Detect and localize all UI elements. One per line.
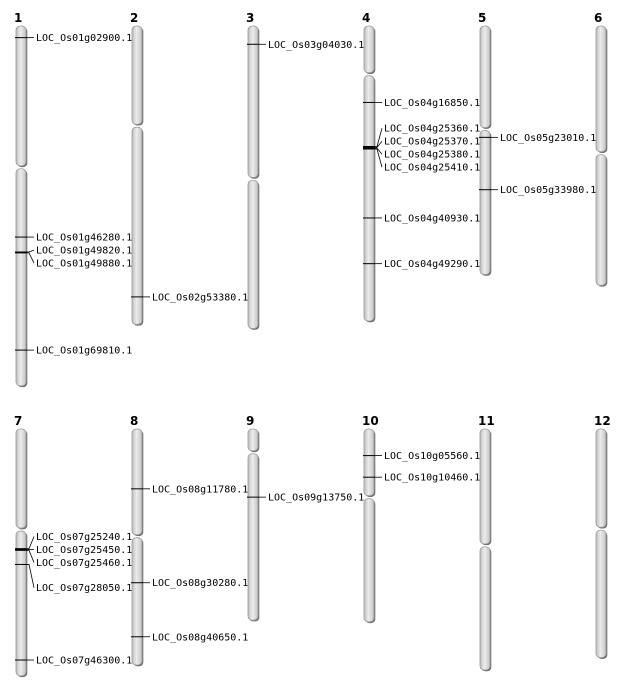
gene-label: LOC_Os05g23010.1	[500, 132, 597, 144]
short-arm	[248, 26, 258, 177]
gene-label: LOC_Os07g25240.1	[36, 531, 133, 543]
long-arm	[16, 531, 26, 676]
chromosome-9	[246, 414, 364, 621]
long-arm	[480, 547, 490, 670]
short-arm	[16, 26, 26, 166]
short-arm	[480, 429, 490, 544]
chromosome-label: 7	[14, 414, 23, 428]
chromosome-label: 3	[246, 11, 255, 25]
gene-leader-line	[375, 149, 382, 167]
gene-label: LOC_Os10g10460.1	[384, 472, 481, 484]
gene-label: LOC_Os10g05560.1	[384, 451, 481, 463]
short-arm	[132, 26, 142, 124]
gene-label: LOC_Os04g25410.1	[384, 162, 481, 174]
long-arm	[132, 538, 142, 665]
gene-label: LOC_Os04g49290.1	[384, 259, 481, 271]
short-arm	[596, 429, 606, 527]
long-arm	[364, 76, 374, 321]
gene-label: LOC_Os01g49880.1	[36, 258, 133, 270]
gene-label: LOC_Os04g16850.1	[384, 97, 481, 109]
chromosome-label: 11	[478, 414, 495, 428]
gene-label: LOC_Os05g33980.1	[500, 185, 597, 197]
gene-label: LOC_Os07g25460.1	[36, 557, 133, 569]
long-arm	[16, 169, 26, 386]
gene-label: LOC_Os07g28050.1	[36, 583, 133, 595]
chromosome-6	[594, 11, 607, 287]
short-arm	[480, 26, 490, 128]
gene-leader-line	[27, 564, 34, 587]
gene-label: LOC_Os08g30280.1	[152, 578, 249, 590]
chromosome-1	[14, 11, 132, 387]
long-arm	[596, 155, 606, 286]
chromosome-label: 5	[478, 11, 487, 25]
gene-label: LOC_Os07g25450.1	[36, 544, 133, 556]
chromosome-10	[362, 414, 480, 623]
gene-label: LOC_Os01g69810.1	[36, 345, 133, 357]
chromosome-label: 1	[14, 11, 23, 25]
gene-label: LOC_Os04g40930.1	[384, 213, 481, 225]
gene-label: LOC_Os09g13750.1	[268, 492, 365, 504]
gene-label: LOC_Os04g25370.1	[384, 136, 481, 148]
chromosome-12	[594, 414, 611, 659]
gene-leader-line	[375, 128, 382, 146]
gene-label: LOC_Os02g53380.1	[152, 292, 249, 304]
chromosome-label: 10	[362, 414, 379, 428]
long-arm	[480, 131, 490, 275]
gene-leader-line	[27, 536, 34, 548]
short-arm	[248, 429, 258, 451]
long-arm	[132, 127, 142, 324]
gene-label: LOC_Os03g04030.1	[268, 39, 365, 51]
gene-leader-line	[27, 253, 34, 263]
gene-label: LOC_Os04g25380.1	[384, 149, 481, 161]
short-arm	[364, 429, 374, 496]
chromosome-11	[478, 414, 495, 671]
gene-leader-line	[27, 250, 34, 252]
chromosome-4	[362, 11, 480, 322]
long-arm	[364, 499, 374, 622]
gene-label: LOC_Os04g25360.1	[384, 123, 481, 135]
gene-label: LOC_Os07g46300.1	[36, 655, 133, 667]
long-arm	[596, 530, 606, 657]
short-arm	[364, 26, 374, 73]
long-arm	[248, 454, 258, 620]
long-arm	[248, 180, 258, 328]
gene-label: LOC_Os08g11780.1	[152, 484, 249, 496]
chromosome-label: 6	[594, 11, 603, 25]
chromosome-label: 4	[362, 11, 371, 25]
chromosome-2	[130, 11, 248, 326]
chromosome-label: 8	[130, 414, 139, 428]
gene-leader-line	[27, 550, 34, 562]
gene-label: LOC_Os01g49820.1	[36, 245, 133, 257]
gene-label: LOC_Os01g46280.1	[36, 232, 133, 244]
chromosome-label: 12	[594, 414, 611, 428]
gene-label: LOC_Os01g02900.1	[36, 33, 133, 45]
chromosome-7	[14, 414, 132, 677]
chromosome-label: 9	[246, 414, 255, 428]
chromosome-label: 2	[130, 11, 139, 25]
short-arm	[132, 429, 142, 535]
short-arm	[16, 429, 26, 528]
chromosome-8	[130, 414, 248, 666]
chromosome-5	[478, 11, 596, 276]
chromosome-3	[246, 11, 364, 330]
gene-label: LOC_Os08g40650.1	[152, 632, 249, 644]
short-arm	[596, 26, 606, 152]
